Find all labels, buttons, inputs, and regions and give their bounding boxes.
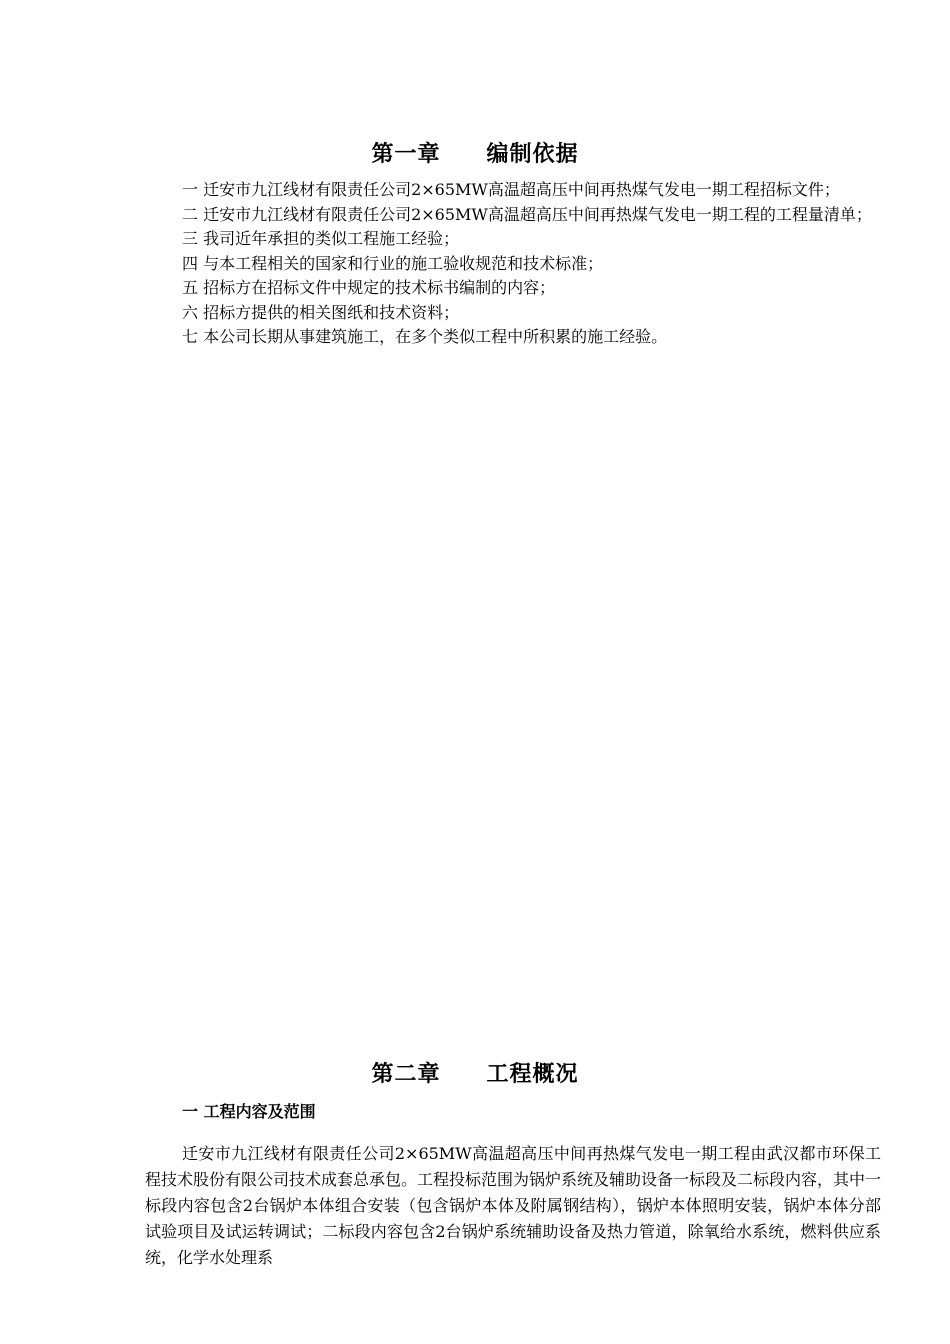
compilation-basis-list <box>145 178 881 350</box>
scope-paragraph: 迁安市九江线材有限责任公司2×65MW高温超高压中间再热煤气发电一期工程由武汉都市环保工程技术股份有限公司技术成套总承包。工程投标范围为锅炉系统及辅助设备一标段及二标段内容，其中一标段内容包含2台锅炉本体组合安装（包含锅炉本体及附属钢结构），锅炉本体照明安装，锅炉本体分部试验项目及试运转调试；二标段内容包含2台锅炉系统辅助设备及热力管道，除氧给水系统，燃料供应系统，化学水处理系 <box>145 1144 881 1267</box>
basis-item-2: 二 迁安市九江线材有限责任公司2×65MW高温超高压中间再热煤气发电一期工程的工程量清单； <box>182 204 872 224</box>
basis-item-3: 三 我司近年承担的类似工程施工经验； <box>182 229 460 248</box>
chapter-1-title: 第一章 编制依据 <box>371 142 579 167</box>
basis-item-5: 五 招标方在招标文件中规定的技术标书编制的内容； <box>182 278 556 297</box>
basis-item-6: 六 招标方提供的相关图纸和技术资料； <box>182 302 460 322</box>
basis-item-4: 四 与本工程相关的国家和行业的施工验收规范和技术标准； <box>182 253 604 273</box>
chapter-2-title: 第二章 工程概况 <box>371 1062 579 1087</box>
basis-item-1: 一 迁安市九江线材有限责任公司2×65MW高温超高压中间再热煤气发电一期工程招标文件； <box>182 180 840 199</box>
section-heading-scope: 一 工程内容及范围 <box>182 1102 316 1121</box>
basis-item-7: 七 本公司长期从事建筑施工，在多个类似工程中所积累的施工经验。 <box>182 327 668 346</box>
